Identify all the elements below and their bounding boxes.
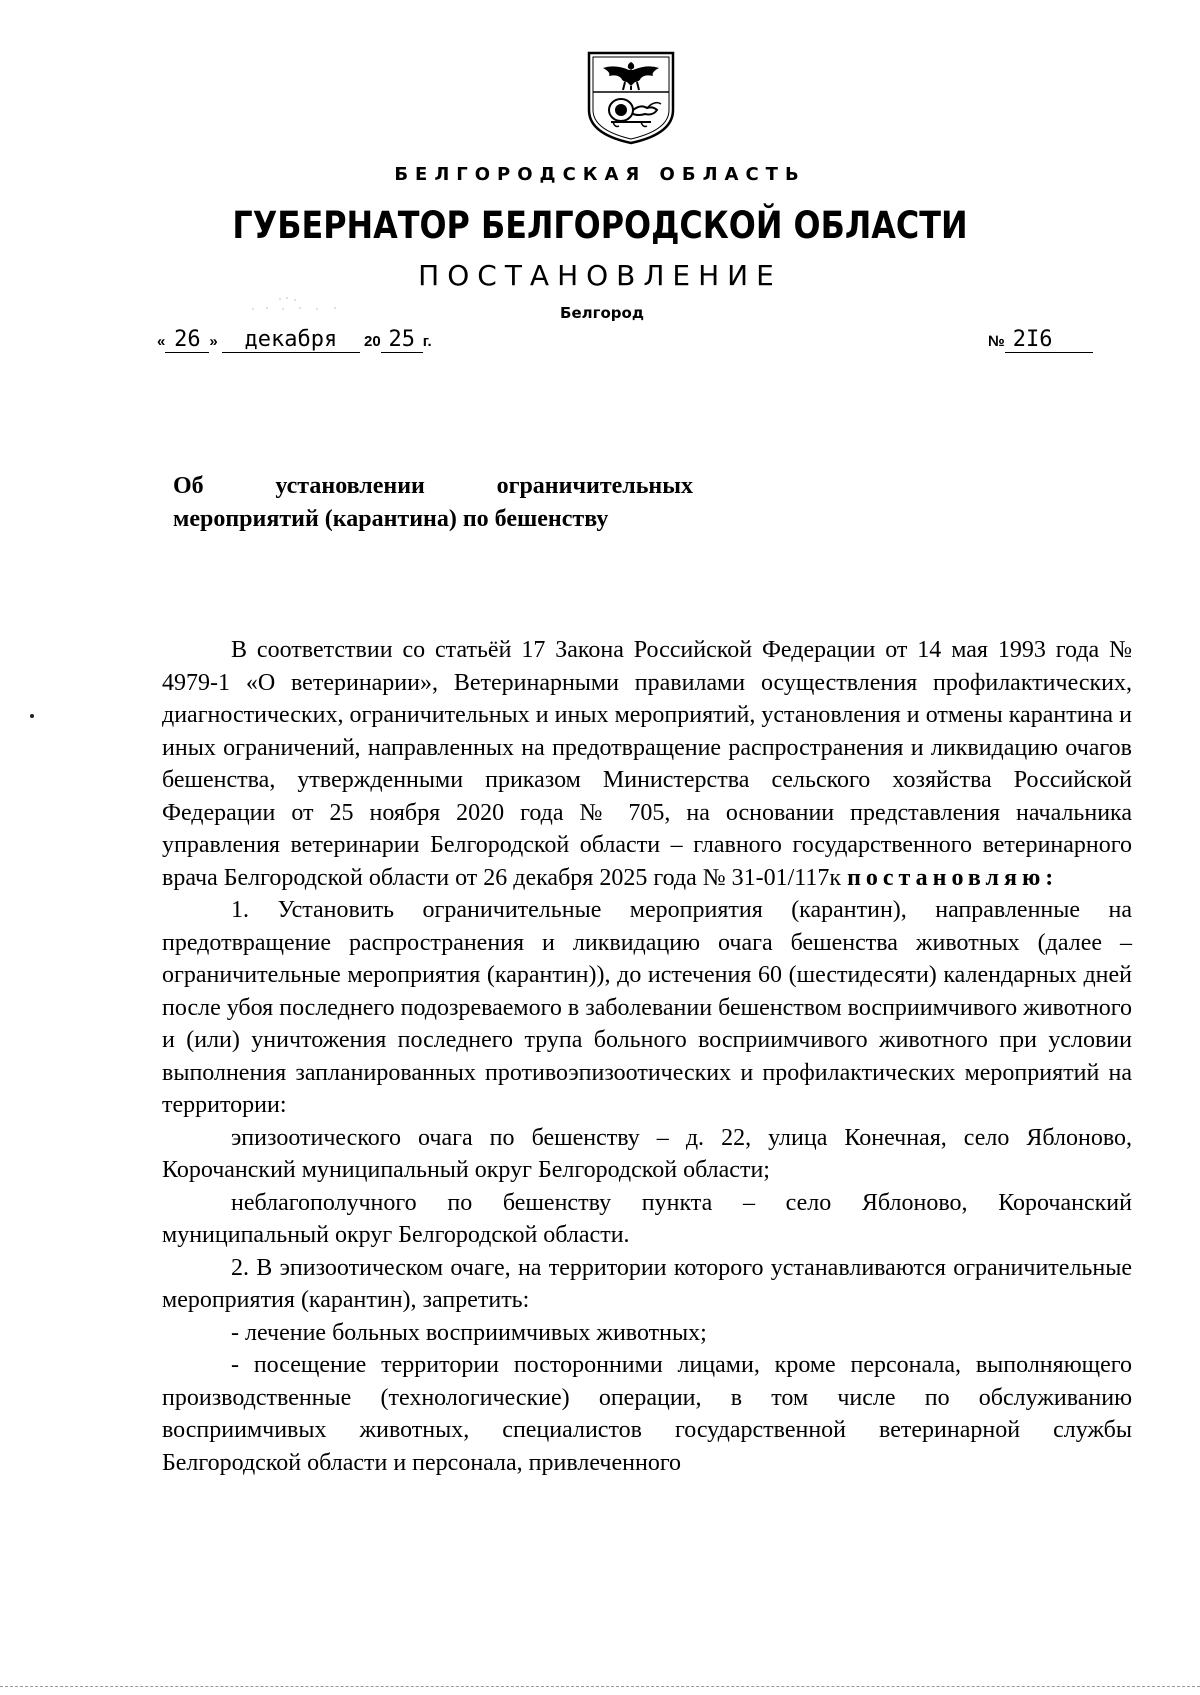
date-suffix: г.	[422, 333, 432, 350]
subject-line-1	[173, 470, 693, 503]
subject-word: Об	[173, 473, 204, 499]
authority-heading: ГУБЕРНАТОР БЕЛГОРОДСКОЙ ОБЛАСТИ	[232, 204, 968, 247]
item-2b-paragraph: - посещение территории посторонними лицами, кроме персонала, выполняющего производственные (технологические) операции, в том числе по обслуживанию восприимчивых животных, специалистов государственной ветеринарной службы Белгородской области и персонала, привлеченного	[162, 1352, 1132, 1476]
decree-date	[157, 326, 432, 358]
preamble-text: В соответствии со статьёй 17 Закона Российской Федерации от 14 мая 1993 года № 4979-1 «О ветеринарии», Ветеринарными правилами осуществления профилактических, диагностических, ограничительных и иных мероприятий, установления и отмены карантина и иных ограничений, направленных на предотвращение распространения и ликвидацию очагов бешенства, утвержденными приказом Министерства сельского хозяйства Российской Федерации от 25 ноября 2020 года № 705, на основании представления начальника управления ветеринарии Белгородской области – главного государственного ветеринарного врача Белгородской области от 26 декабря 2025 года № 31-01/117к	[162, 637, 1132, 891]
scan-bottom-edge	[0, 1686, 1200, 1687]
subject-line-2: мероприятий (карантина) по бешенству	[173, 506, 609, 532]
coat-of-arms-icon	[585, 50, 677, 146]
decree-number	[988, 326, 1093, 358]
city-label: Белгород	[560, 304, 644, 322]
decree-subject	[173, 470, 693, 536]
item-1b-paragraph: неблагополучного по бешенству пункта – село Яблоново, Корочанский муниципальный округ Белгородской области.	[162, 1189, 1132, 1248]
date-month: декабря	[222, 328, 360, 353]
document-type: ПОСТАНОВЛЕНИЕ	[418, 259, 782, 292]
date-open-quote: «	[157, 333, 166, 350]
date-year: 25	[381, 328, 423, 353]
number-label: №	[988, 333, 1005, 350]
subject-word: установлении	[275, 473, 425, 499]
date-day: 26	[165, 328, 209, 353]
date-close-quote: »	[209, 333, 218, 350]
item-2a-paragraph: - лечение больных восприимчивых животных;	[231, 1319, 707, 1346]
number-value: 2I6	[1005, 328, 1093, 353]
item-1-paragraph: 1. Установить ограничительные мероприятия (карантин), направленные на предотвращение распространения и ликвидацию очага бешенства животных (далее – ограничительные мероприятия (карантин)), до истечения 60 (шестидесяти) календарных дней после убоя последнего подозреваемого в заболевании бешенством восприимчивого животного и (или) уничтожения последнего трупа больного восприимчивого животного при условии выполнения запланированных противоэпизоотических и профилактических мероприятий на территории:	[162, 897, 1132, 1118]
preamble-paragraph	[162, 634, 1132, 894]
subject-word: ограничительных	[496, 473, 693, 499]
region-heading: БЕЛГОРОДСКАЯ ОБЛАСТЬ	[394, 164, 806, 185]
margin-mark	[30, 714, 34, 718]
date-century: 20	[364, 333, 381, 350]
resolves-word: постановляю:	[847, 864, 1059, 891]
decree-body	[162, 634, 1132, 1479]
item-1a-paragraph: эпизоотического очага по бешенству – д. 22, улица Конечная, село Яблоново, Корочанский муниципальный округ Белгородской области;	[162, 1124, 1132, 1183]
item-2-paragraph: 2. В эпизоотическом очаге, на территории которого устанавливаются ограничительные мероприятия (карантин), запретить:	[162, 1254, 1132, 1313]
